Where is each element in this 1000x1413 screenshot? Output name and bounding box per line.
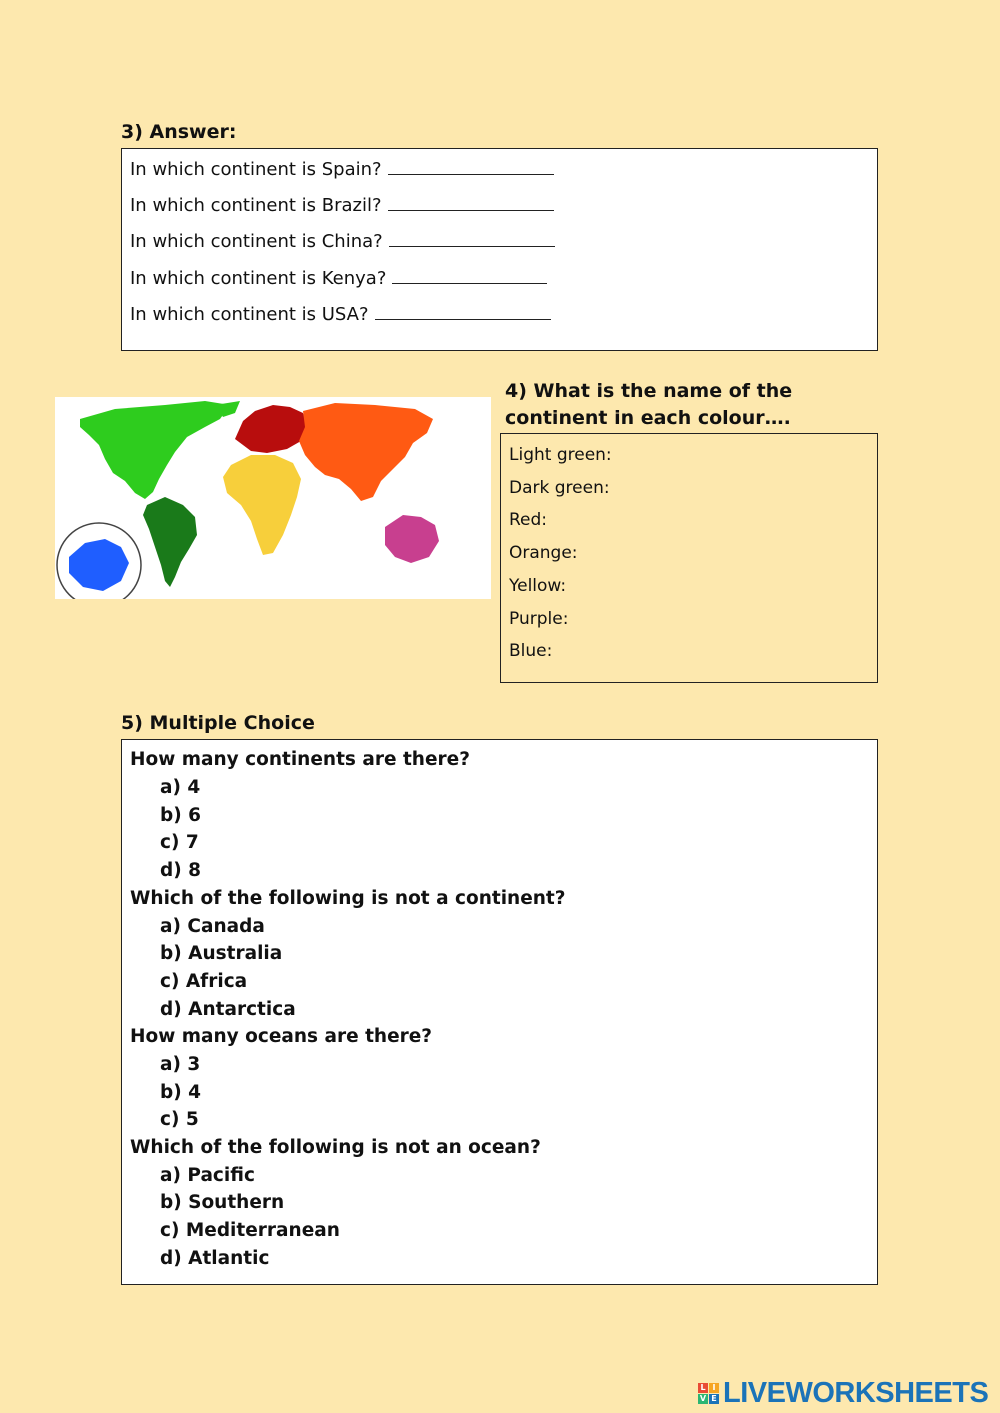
option[interactable]: a) 4: [160, 777, 201, 798]
question-text: In which continent is Brazil?: [130, 195, 382, 216]
section-5-heading: 5) Multiple Choice: [121, 712, 315, 734]
label-light-green[interactable]: Light green:: [509, 445, 612, 465]
question-kenya: [130, 268, 547, 289]
australia-shape: [385, 515, 439, 563]
label-yellow[interactable]: Yellow:: [509, 576, 567, 596]
world-map: [55, 397, 491, 599]
option[interactable]: c) 7: [160, 832, 199, 853]
option[interactable]: a) Pacific: [160, 1165, 255, 1186]
question-not-continent: Which of the following is not a continent?: [130, 888, 566, 909]
question-text: In which continent is Kenya?: [130, 268, 387, 289]
label-red[interactable]: Red:: [509, 510, 548, 530]
option[interactable]: b) Southern: [160, 1192, 285, 1213]
logo-text: LIVEWORKSHEETS: [723, 1376, 989, 1409]
question-text: In which continent is China?: [130, 231, 383, 252]
label-dark-green[interactable]: Dark green:: [509, 478, 610, 498]
question-text: In which continent is USA?: [130, 304, 369, 325]
asia-shape: [299, 403, 433, 501]
question-usa: [130, 304, 551, 325]
option[interactable]: d) Antarctica: [160, 999, 296, 1020]
option[interactable]: b) 6: [160, 805, 202, 826]
option[interactable]: d) 8: [160, 860, 202, 881]
answer-blank[interactable]: [392, 269, 547, 284]
logo-letter: E: [709, 1394, 719, 1404]
option[interactable]: b) 4: [160, 1082, 202, 1103]
section-5-choice-box: [121, 739, 878, 1285]
section-3-heading: 3) Answer:: [121, 121, 237, 143]
question-brazil: [130, 195, 554, 216]
north-america-shape: [80, 401, 230, 499]
option[interactable]: d) Atlantic: [160, 1248, 270, 1269]
antarctica-shape: [69, 539, 129, 591]
question-oceans-count: How many oceans are there?: [130, 1026, 433, 1047]
section-4-heading-line-1: 4) What is the name of the: [505, 380, 793, 402]
section-4-heading-line-2: continent in each colour….: [505, 407, 791, 429]
question-not-ocean: Which of the following is not an ocean?: [130, 1137, 541, 1158]
logo-letter: L: [698, 1383, 708, 1393]
label-purple[interactable]: Purple:: [509, 609, 569, 629]
question-continents-count: How many continents are there?: [130, 749, 470, 770]
label-orange[interactable]: Orange:: [509, 543, 578, 563]
question-china: [130, 231, 555, 252]
europe-shape: [235, 405, 307, 453]
option[interactable]: a) 3: [160, 1054, 201, 1075]
logo-letter: I: [709, 1383, 719, 1393]
answer-blank[interactable]: [388, 196, 554, 211]
option[interactable]: c) Africa: [160, 971, 248, 992]
world-map-svg: [55, 397, 491, 599]
option[interactable]: c) 5: [160, 1109, 199, 1130]
liveworksheets-logo: [698, 1378, 988, 1408]
answer-blank[interactable]: [375, 305, 551, 320]
option[interactable]: c) Mediterranean: [160, 1220, 340, 1241]
south-america-shape: [143, 497, 197, 587]
label-blue[interactable]: Blue:: [509, 641, 553, 661]
question-text: In which continent is Spain?: [130, 159, 382, 180]
option[interactable]: a) Canada: [160, 916, 265, 937]
option[interactable]: b) Australia: [160, 943, 283, 964]
answer-blank[interactable]: [389, 232, 555, 247]
logo-mark-icon: [698, 1383, 719, 1404]
africa-shape: [223, 455, 301, 555]
answer-blank[interactable]: [388, 160, 554, 175]
section-4-colour-box: [500, 433, 878, 683]
logo-letter: V: [699, 1393, 707, 1403]
section-3-answer-box: [121, 148, 878, 351]
question-spain: [130, 159, 554, 180]
